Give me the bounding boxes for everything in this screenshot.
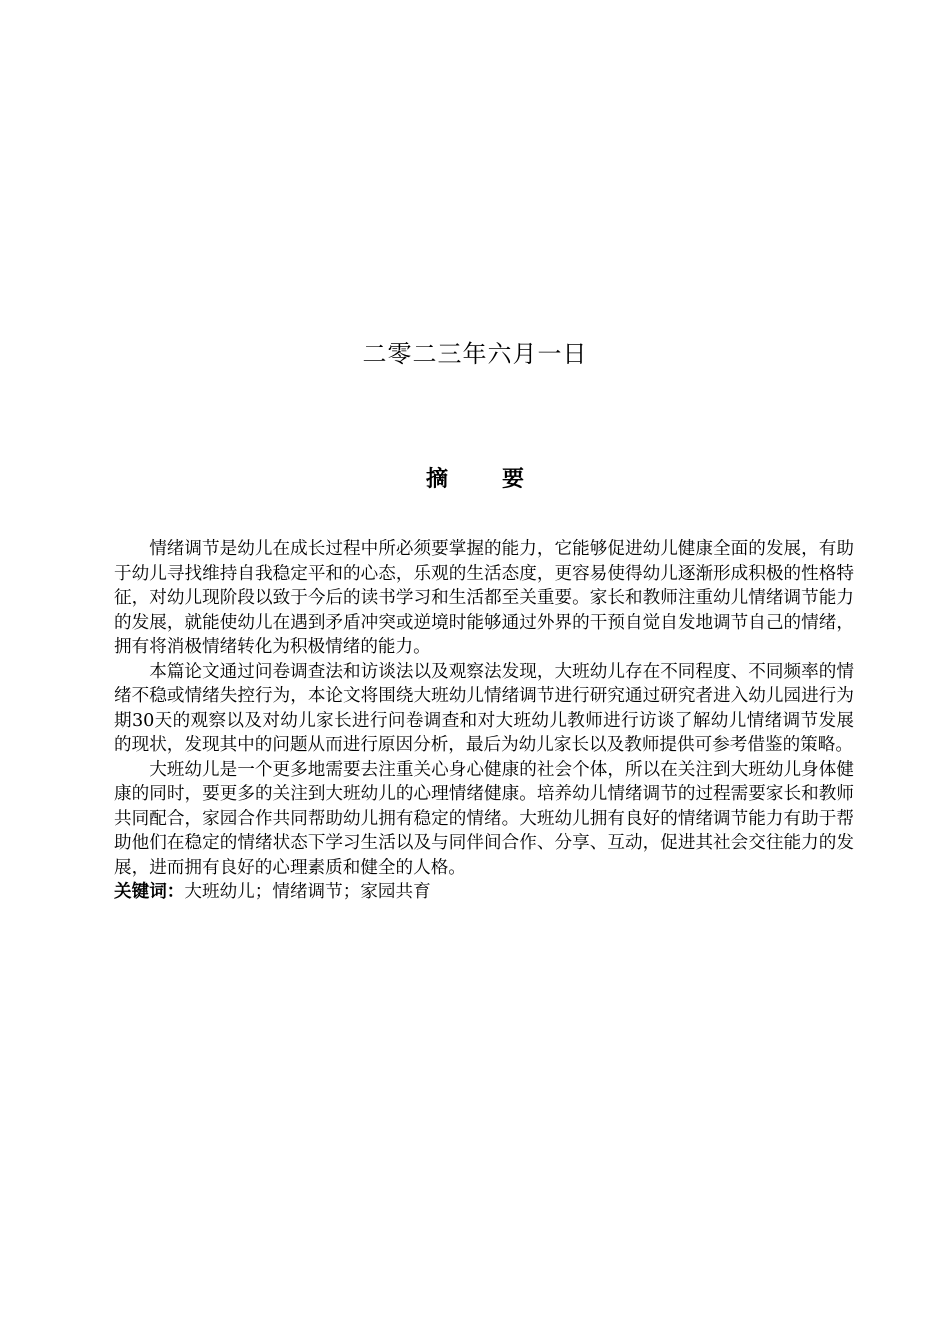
abstract-title bbox=[0, 463, 950, 497]
abstract-title-char-2: 要 bbox=[502, 467, 525, 492]
abstract-paragraph-3: 大班幼儿是一个更多地需要去注重关心身心健康的社会个体，所以在关注到大班幼儿身体健康的同时，要更多的关注到大班幼儿的心理情绪健康。培养幼儿情绪调节的过程需要家长和教师共同配合，家园合作共同帮助幼儿拥有稳定的情绪。大班幼儿拥有良好的情绪调节能力有助于帮助他们在稳定的情绪状态下学习生活以及与同伴间合作、分享、互动，促进其社会交往能力的发展，进而拥有良好的心理素质和健全的人格。 bbox=[114, 759, 854, 878]
date-line: 二零二三年六月一日 bbox=[362, 340, 588, 368]
abstract-body bbox=[114, 537, 854, 905]
abstract-paragraph-1: 情绪调节是幼儿在成长过程中所必须要掌握的能力，它能够促进幼儿健康全面的发展，有助于幼儿寻找维持自我稳定平和的心态，乐观的生活态度，更容易使得幼儿逐渐形成积极的性格特征，对幼儿现阶段以致于今后的读书学习和生活都至关重要。家长和教师注重幼儿情绪调节能力的发展，就能使幼儿在遇到矛盾冲突或逆境时能够通过外界的干预自觉自发地调节自己的情绪，拥有将消极情绪转化为积极情绪的能力。 bbox=[114, 539, 854, 657]
abstract-paragraph-2: 本篇论文通过问卷调查法和访谈法以及观察法发现，大班幼儿存在不同程度、不同频率的情绪不稳或情绪失控行为，本论文将围绕大班幼儿情绪调节进行研究通过研究者进入幼儿园进行为期30天的观察以及对幼儿家长进行问卷调查和对大班幼儿教师进行访谈了解幼儿情绪调节发展的现状，发现其中的问题从而进行原因分析，最后为幼儿家长以及教师提供可参考借鉴的策略。 bbox=[114, 661, 854, 755]
keywords-line bbox=[114, 880, 854, 905]
abstract-title-char-1: 摘 bbox=[425, 467, 448, 492]
keywords-text: 大班幼儿；情绪调节；家园共育 bbox=[184, 882, 431, 902]
keywords-label: 关键词： bbox=[114, 882, 185, 902]
